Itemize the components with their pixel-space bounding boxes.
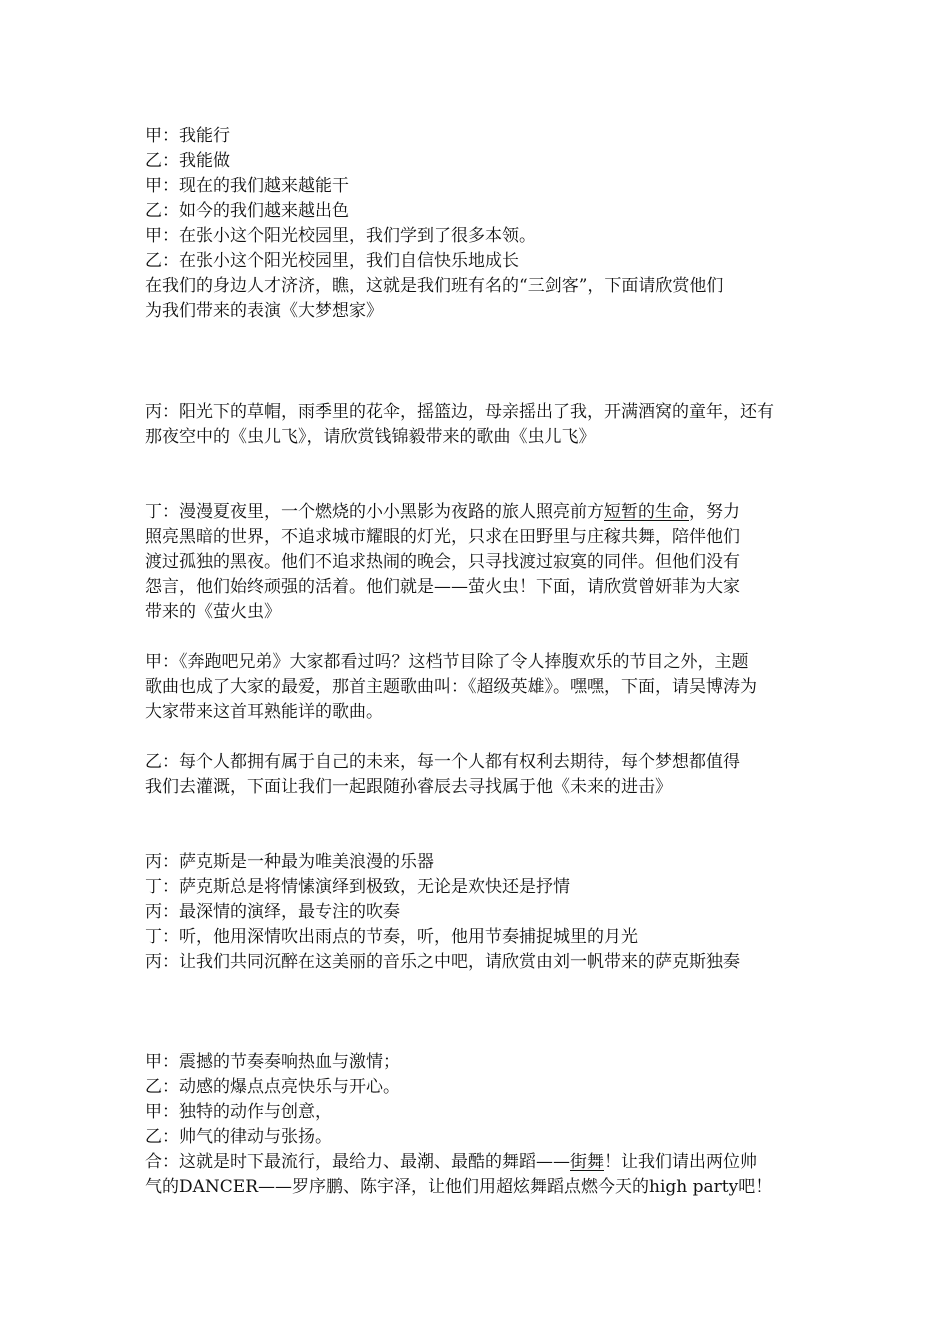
script-line: 那夜空中的《虫儿飞》，请欣赏钱锦毅带来的歌曲《虫儿飞》 [145,427,596,447]
underlined-phrase: 街舞 [570,1152,604,1172]
script-line: 丙：最深情的演绎，最专注的吹奏 [145,902,400,922]
script-line: 乙：动感的爆点点亮快乐与开心。 [145,1077,400,1097]
script-line: 气的DANCER——罗序鹏、陈宇泽，让他们用超炫舞蹈点燃今天的high party吧！ [145,1177,773,1197]
script-line: 怨言，他们始终顽强的活着。他们就是——萤火虫！下面，请欣赏曾妍菲为大家 [145,577,740,597]
script-line: 乙：在张小这个阳光校园里，我们自信快乐地成长 [145,251,519,271]
underlined-phrase: 短暂的生命 [604,502,689,522]
line-text: ，努力 [689,502,740,522]
script-line: 为我们带来的表演《大梦想家》 [145,301,383,321]
script-line: 乙：如今的我们越来越出色 [145,201,349,221]
script-line: 丁：萨克斯总是将情愫演绎到极致，无论是欢快还是抒情 [145,877,570,897]
script-line [145,1150,835,1174]
script-line: 乙：帅气的律动与张扬。 [145,1127,332,1147]
line-text: 合：这就是时下最流行，最给力、最潮、最酷的舞蹈—— [145,1152,570,1172]
line-text: 丁：漫漫夏夜里，一个燃烧的小小黑影为夜路的旅人照亮前方 [145,502,604,522]
script-line: 丙：阳光下的草帽，雨季里的花伞，摇篮边，母亲摇出了我，开满酒窝的童年，还有 [145,402,774,422]
script-line: 渡过孤独的黑夜。他们不追求热闹的晚会，只寻找渡过寂寞的同伴。但他们没有 [145,552,740,572]
script-line: 甲：在张小这个阳光校园里，我们学到了很多本领。 [145,226,536,246]
script-line: 甲：震撼的节奏奏响热血与激情； [145,1052,400,1072]
script-line: 在我们的身边人才济济，瞧，这就是我们班有名的“三剑客”，下面请欣赏他们 [145,276,724,296]
script-line [145,500,835,524]
script-line: 丁：听，他用深情吹出雨点的节奏，听，他用节奏捕捉城里的月光 [145,927,638,947]
script-line: 甲：我能行 [145,126,230,146]
script-line: 甲：现在的我们越来越能干 [145,176,349,196]
script-line: 歌曲也成了大家的最爱，那首主题歌曲叫：《超级英雄》。嘿嘿，下面，请吴博涛为 [145,677,757,697]
script-line: 丙：萨克斯是一种最为唯美浪漫的乐器 [145,852,434,872]
script-line: 乙：我能做 [145,151,230,171]
script-line: 大家带来这首耳熟能详的歌曲。 [145,702,383,722]
script-line: 照亮黑暗的世界，不追求城市耀眼的灯光，只求在田野里与庄稼共舞，陪伴他们 [145,527,740,547]
script-line: 我们去灌溉，下面让我们一起跟随孙睿辰去寻找属于他《未来的进击》 [145,777,672,797]
script-line: 带来的《萤火虫》 [145,602,281,622]
script-line: 丙：让我们共同沉醉在这美丽的音乐之中吧，请欣赏由刘一帆带来的萨克斯独奏 [145,952,740,972]
script-line: 甲：《奔跑吧兄弟》大家都看过吗？这档节目除了令人捧腹欢乐的节目之外，主题 [145,652,749,672]
script-line: 甲：独特的动作与创意， [145,1102,332,1122]
line-text: ！让我们请出两位帅 [604,1152,757,1172]
script-line: 乙：每个人都拥有属于自己的未来，每一个人都有权利去期待，每个梦想都值得 [145,752,740,772]
